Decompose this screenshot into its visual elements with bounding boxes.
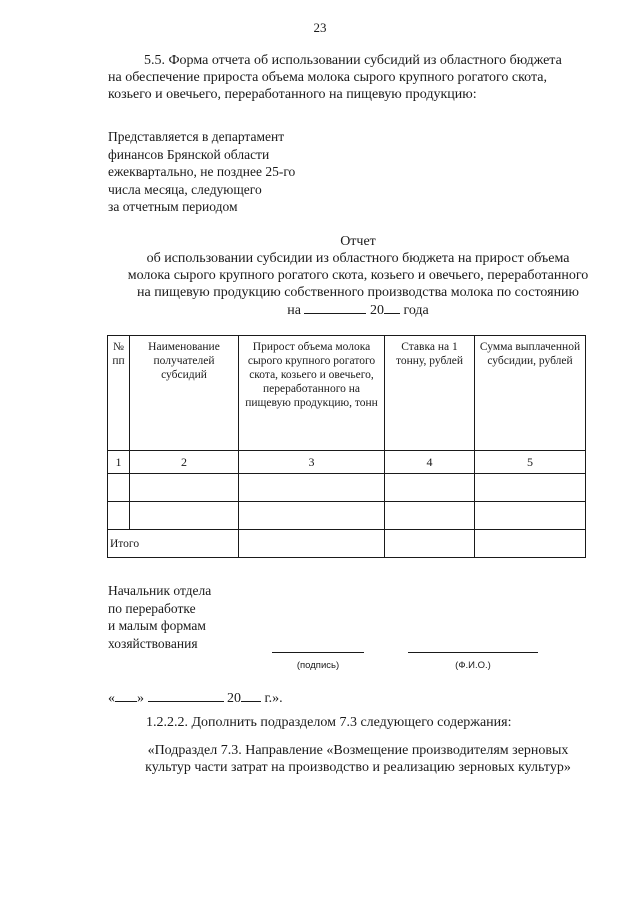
report-table <box>107 335 586 558</box>
table-cell <box>475 502 586 530</box>
date-suffix: г.». <box>264 691 283 706</box>
report-title <box>108 233 608 319</box>
date-close-quote: » <box>137 691 144 706</box>
table-cell <box>385 530 475 558</box>
intro-line-2: на обеспечение прироста объема молока сырого крупного рогатого скота, <box>108 70 548 85</box>
column-number: 3 <box>239 451 385 474</box>
table-cell <box>475 474 586 502</box>
column-header: Ставка на 1 тонну, рублей <box>385 336 475 451</box>
total-label: Итого <box>108 530 239 558</box>
amendment-paragraph: 1.2.2.2. Дополнить подразделом 7.3 следующего содержания: <box>146 715 512 730</box>
column-number-row <box>108 451 586 474</box>
table-row <box>108 502 586 530</box>
table-cell <box>239 474 385 502</box>
submission-note-line: числа месяца, следующего <box>108 181 262 197</box>
table-cell <box>239 502 385 530</box>
report-date-prefix: на <box>287 303 301 318</box>
table-cell <box>130 502 239 530</box>
report-title-line-2: молока сырого крупного рогатого скота, козьего и овечьего, переработанного <box>127 268 589 283</box>
table-cell <box>385 474 475 502</box>
submission-note-line: финансов Брянской области <box>108 146 270 162</box>
report-title-line-3: на пищевую продукцию собственного производства молока по состоянию <box>136 285 580 300</box>
column-number: 2 <box>130 451 239 474</box>
report-heading: Отчет <box>340 234 376 249</box>
year-blank <box>241 689 261 702</box>
subsection-quote-line-1: «Подраздел 7.3. Направление «Возмещение производителям зерновых <box>147 743 569 758</box>
report-date-suffix: года <box>403 303 429 318</box>
column-header: № пп <box>108 336 130 451</box>
submission-note-line: ежеквартально, не позднее 25-го <box>108 164 296 179</box>
table-cell <box>108 502 130 530</box>
signatory-line: и малым формам <box>108 618 206 633</box>
signatory-line: хозяйствования <box>108 635 198 651</box>
table-header-row <box>108 336 586 451</box>
column-number: 5 <box>475 451 586 474</box>
name-caption: (Ф.И.О.) <box>455 660 491 671</box>
table-cell <box>108 474 130 502</box>
column-header: Наименование получателей субсидий <box>130 336 239 451</box>
date-line <box>108 689 283 707</box>
subsection-quote-line-2: культур части затрат на производство и реализацию зерновых культур» <box>145 760 571 775</box>
intro-line-3: козьего и овечьего, переработанного на пищевую продукцию: <box>108 87 477 102</box>
signatory-line: по переработке <box>108 600 196 616</box>
month-blank <box>148 689 224 702</box>
report-title-line-1: об использовании субсидии из областного бюджета на прирост объема <box>146 251 570 266</box>
table-cell <box>130 474 239 502</box>
submission-note <box>108 128 295 216</box>
report-date-line <box>108 301 608 319</box>
report-date-year: 20 <box>369 303 384 318</box>
column-number: 4 <box>385 451 475 474</box>
day-blank <box>115 689 137 702</box>
total-row <box>108 530 586 558</box>
signature-line <box>272 652 364 653</box>
table-cell <box>239 530 385 558</box>
intro-line-1: 5.5. Форма отчета об использовании субсидий из областного бюджета <box>144 53 562 68</box>
table-row <box>108 474 586 502</box>
signatory-line: Начальник отдела <box>108 583 212 598</box>
signatory-position <box>108 582 211 652</box>
page-number: 23 <box>313 20 327 35</box>
date-year-prefix: 20 <box>227 691 241 706</box>
column-number: 1 <box>108 451 130 474</box>
table-cell <box>385 502 475 530</box>
column-header: Прирост объема молока сырого крупного рогатого скота, козьего и овечьего, переработанного на пищевую продукцию, тонн <box>239 336 385 451</box>
signature-caption: (подпись) <box>296 660 340 671</box>
subsection-quote <box>108 742 608 776</box>
name-line <box>408 652 538 653</box>
report-date-blank <box>304 301 366 314</box>
table-cell <box>475 530 586 558</box>
submission-note-line: за отчетным периодом <box>108 199 238 214</box>
report-year-blank <box>384 301 400 314</box>
date-open-quote: « <box>108 691 115 706</box>
submission-note-line: Представляется в департамент <box>108 129 285 144</box>
column-header: Сумма выплаченной субсидии, рублей <box>475 336 586 451</box>
section-intro <box>108 52 608 103</box>
